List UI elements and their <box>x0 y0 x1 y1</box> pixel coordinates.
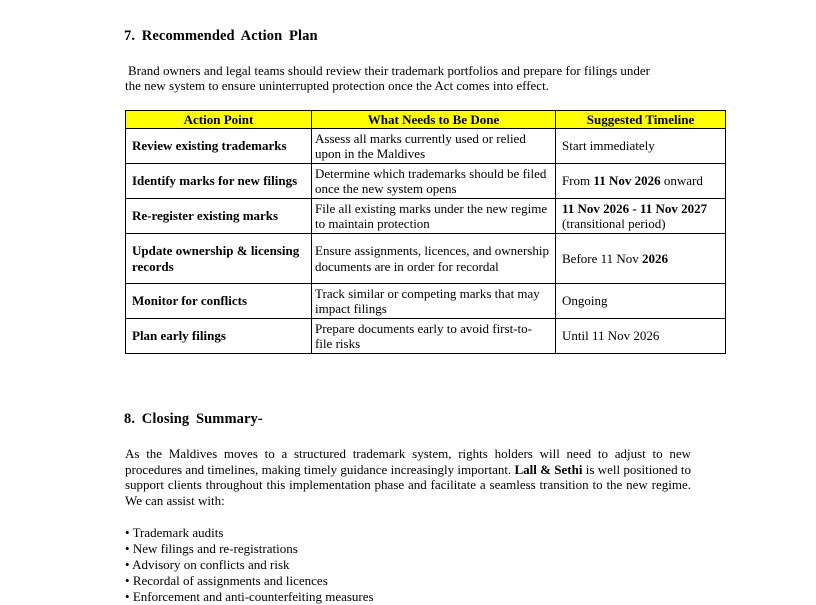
table-row <box>126 234 726 284</box>
what-cell: File all existing marks under the new regime to maintain protection <box>312 199 556 234</box>
timeline-cell: Ongoing <box>556 284 726 319</box>
section-8-paragraph: As the Maldives moves to a structured trademark system, rights holders will need to adjust to new procedures and timelines, making timely guidance increasingly important. Lall & Sethi is well positioned to support clients throughout this implementation phase and facilitate a seamless transition to the new regime. We can assist with: <box>125 446 691 508</box>
header-suggested-timeline: Suggested Timeline <box>556 111 726 129</box>
list-item: • Trademark audits <box>125 525 374 541</box>
section-7-heading: 7. Recommended Action Plan <box>124 28 318 44</box>
list-item: • Enforcement and anti-counterfeiting measures <box>125 589 374 605</box>
what-cell: Track similar or competing marks that may impact filings <box>312 284 556 319</box>
section-7-intro-line-1: Brand owners and legal teams should review their trademark portfolios and prepare for filings under <box>128 63 650 78</box>
timeline-cell: Start immediately <box>556 129 726 164</box>
action-cell: Re-register existing marks <box>126 199 312 234</box>
section-7-intro-line-2: the new system to ensure uninterrupted protection once the Act comes into effect. <box>125 78 549 93</box>
what-cell: Assess all marks currently used or relied upon in the Maldives <box>312 129 556 164</box>
table-row <box>126 129 726 164</box>
table-row <box>126 319 726 354</box>
timeline-cell: 11 Nov 2026 - 11 Nov 2027 (transitional period) <box>556 199 726 234</box>
list-item: • Recordal of assignments and licences <box>125 573 374 589</box>
timeline-cell: Before 11 Nov 2026 <box>556 234 726 284</box>
firm-name: Lall & Sethi <box>514 461 583 477</box>
action-cell: Review existing trademarks <box>126 129 312 164</box>
table-row <box>126 164 726 199</box>
action-plan-table <box>125 110 726 354</box>
header-action-point: Action Point <box>126 111 312 129</box>
action-cell: Monitor for conflicts <box>126 284 312 319</box>
what-cell: Ensure assignments, licences, and ownership documents are in order for recordal <box>312 234 556 284</box>
action-cell: Plan early filings <box>126 319 312 354</box>
timeline-cell: From 11 Nov 2026 onward <box>556 164 726 199</box>
list-item: • Advisory on conflicts and risk <box>125 557 374 573</box>
action-cell: Identify marks for new filings <box>126 164 312 199</box>
header-what-needs: What Needs to Be Done <box>312 111 556 129</box>
what-cell: Prepare documents early to avoid first-to-file risks <box>312 319 556 354</box>
what-cell: Determine which trademarks should be filed once the new system opens <box>312 164 556 199</box>
table-row <box>126 284 726 319</box>
services-list <box>125 525 374 605</box>
list-item: • New filings and re-registrations <box>125 541 374 557</box>
table-header-row <box>126 111 726 129</box>
action-cell: Update ownership & licensing records <box>126 234 312 284</box>
section-8-heading: 8. Closing Summary- <box>124 411 263 427</box>
table-row <box>126 199 726 234</box>
timeline-cell: Until 11 Nov 2026 <box>556 319 726 354</box>
